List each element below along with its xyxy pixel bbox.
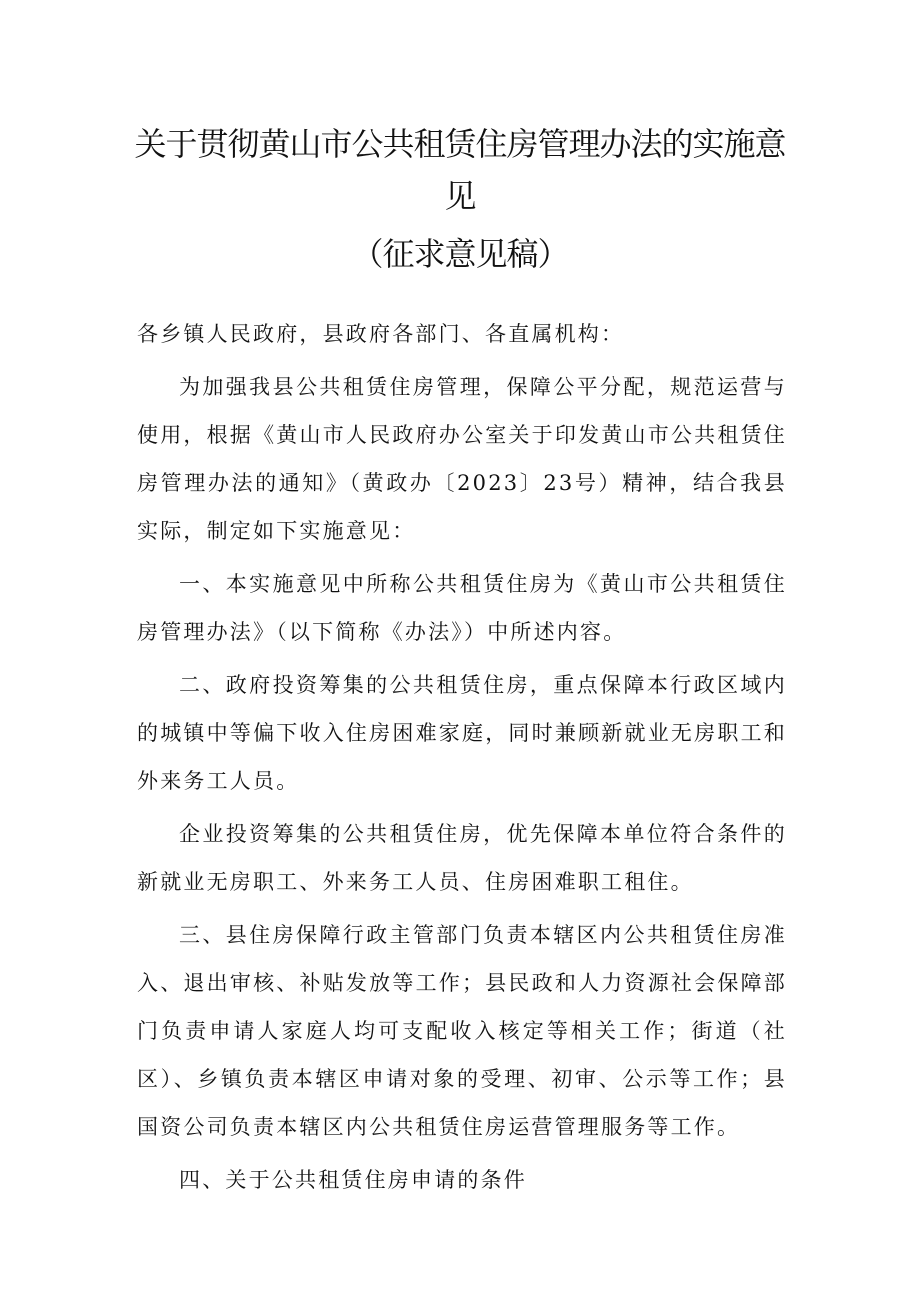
paragraph-section-4-heading: 四、关于公共租赁住房申请的条件 xyxy=(179,1168,527,1192)
paragraph-section-2-enterprise: 企业投资筹集的公共租赁住房，优先保障本单位符合条件的新就业无房职工、外来务工人员、住房困难职工租住。 xyxy=(137,822,787,894)
document-body xyxy=(137,310,787,1209)
document-title xyxy=(120,118,800,280)
salutation: 各乡镇人民政府，县政府各部门、各直属机构： xyxy=(137,322,625,346)
paragraph-section-3: 三、县住房保障行政主管部门负责本辖区内公共租赁住房准入、退出审核、补贴发放等工作；县民政和人力资源社会保障部门负责申请人家庭人均可支配收入核定等相关工作；街道（社区）、乡镇负责本辖区申请对象的受理、初审、公示等工作；县国资公司负责本辖区内公共租赁住房运营管理服务等工作。 xyxy=(137,923,787,1139)
title-line-2: 见 xyxy=(444,177,476,215)
paragraph-intro: 为加强我县公共租赁住房管理，保障公平分配，规范运营与使用，根据《黄山市人民政府办公室关于印发黄山市公共租赁住房管理办法的通知》（黄政办〔2023〕23号）精神，结合我县实际，制定如下实施意见： xyxy=(137,375,787,543)
paragraph-section-2: 二、政府投资筹集的公共租赁住房，重点保障本行政区域内的城镇中等偏下收入住房困难家庭，同时兼顾新就业无房职工和外来务工人员。 xyxy=(137,673,787,793)
title-line-1: 关于贯彻黄山市公共租赁住房管理办法的实施意 xyxy=(134,125,786,163)
document-subtitle: （征求意见稿） xyxy=(351,235,569,273)
paragraph-section-1: 一、本实施意见中所称公共租赁住房为《黄山市公共租赁住房管理办法》（以下简称《办法》）中所述内容。 xyxy=(137,572,787,644)
